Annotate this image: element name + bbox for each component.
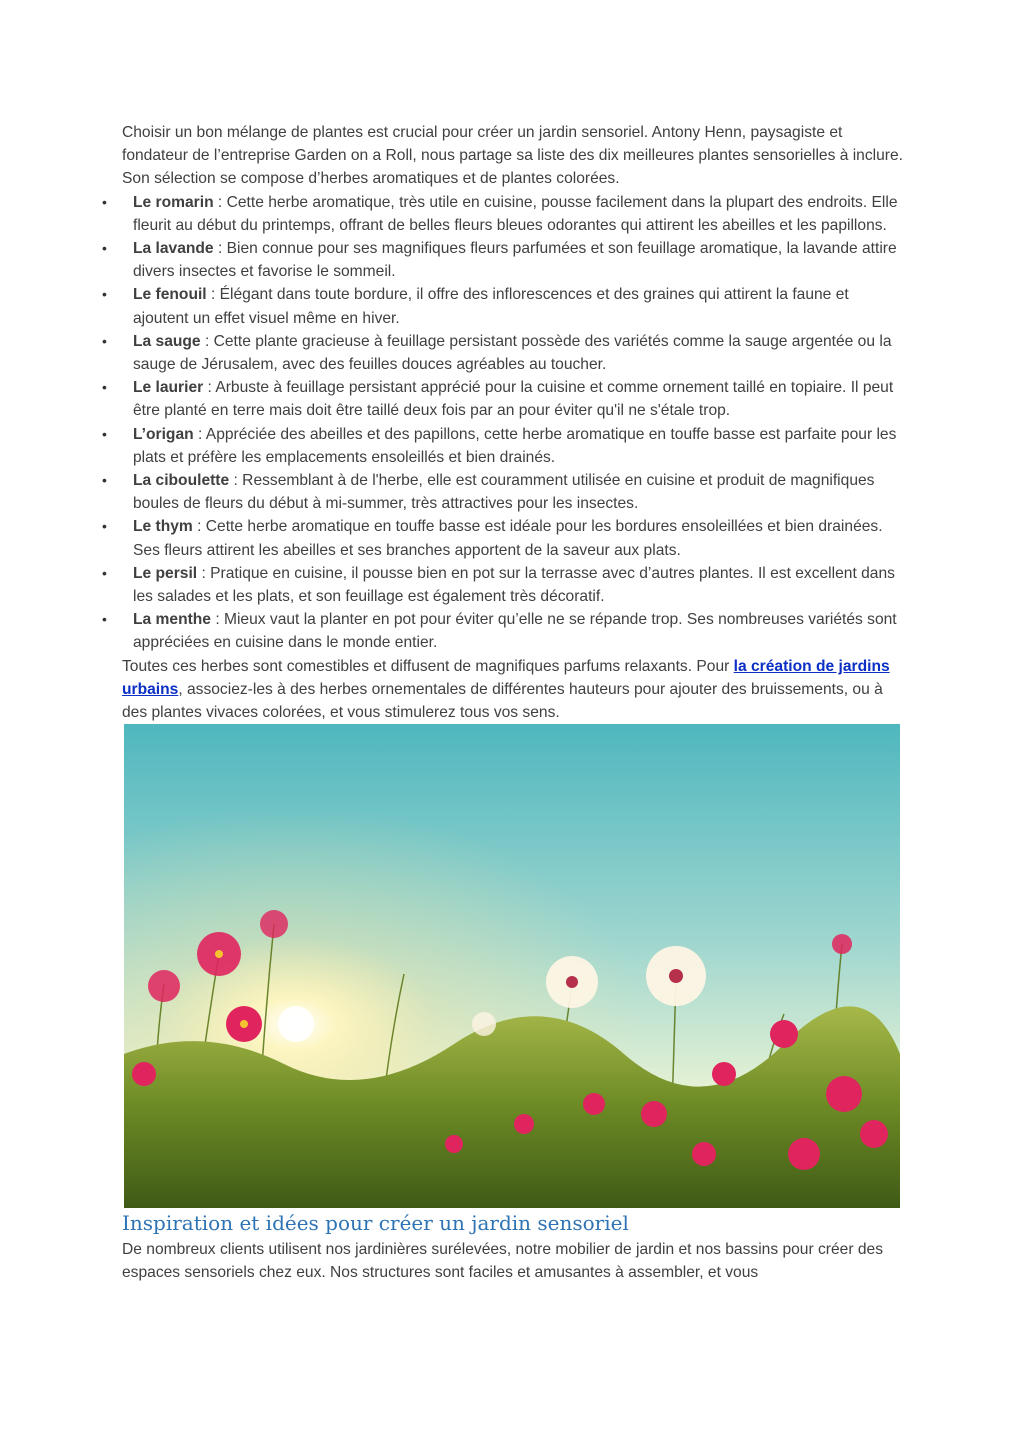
- list-item: [102, 330, 904, 376]
- flower-field-photo: [124, 724, 900, 1208]
- herb-name: La ciboulette: [133, 472, 230, 490]
- section-heading: Inspiration et idées pour créer un jardin sensoriel: [122, 1211, 629, 1236]
- document-content: [102, 121, 904, 1285]
- section-paragraph: De nombreux clients utilisent nos jardinières surélevées, notre mobilier de jardin et nos bassins pour créer des espaces sensoriels chez eux. Nos structures sont faciles et amusantes à assembler, et vous: [122, 1241, 884, 1282]
- bullet-icon: •: [102, 379, 107, 396]
- bullet-icon: •: [102, 425, 107, 442]
- herb-description: : Cette herbe aromatique en touffe basse est idéale pour les bordures ensoleillées et bien drainées. Ses fleurs attirent les abeilles et ses branches apportent de la saveur aux plats.: [133, 518, 883, 559]
- bullet-icon: •: [102, 472, 107, 489]
- bullet-icon: •: [102, 332, 107, 349]
- herb-list: [102, 191, 904, 655]
- list-item: [102, 515, 904, 561]
- outro-paragraph: [122, 655, 904, 725]
- herb-name: La menthe: [133, 611, 211, 629]
- herb-description: : Élégant dans toute bordure, il offre des inflorescences et des graines qui attirent la faune et ajoutent un effet visuel même en hiver.: [133, 286, 849, 327]
- herb-description: : Arbuste à feuillage persistant apprécié pour la cuisine et comme ornement taillé en topiaire. Il peut être planté en terre mais doit être taillé deux fois par an pour éviter qu'il ne s'étale trop.: [133, 379, 894, 420]
- list-item: [102, 283, 904, 329]
- herb-description: : Cette herbe aromatique, très utile en cuisine, pousse facilement dans la plupart des endroits. Elle fleurit au début du printemps, offrant de belles fleurs bleues odorantes qui attirent les abeilles et les papillons.: [133, 193, 898, 234]
- list-item: [102, 469, 904, 515]
- bullet-icon: •: [102, 193, 107, 210]
- list-item: [102, 423, 904, 469]
- herb-description: : Appréciée des abeilles et des papillons, cette herbe aromatique en touffe basse est parfaite pour les plats et préfère les emplacements ensoleillés et bien drainés.: [133, 425, 897, 466]
- outro-text-after: , associez-les à des herbes ornementales de différentes hauteurs pour ajouter des bruissements, ou à des plantes vivaces colorées, et vous stimulerez tous vos sens.: [122, 680, 883, 722]
- outro-text-before: Toutes ces herbes sont comestibles et diffusent de magnifiques parfums relaxants. Pour: [122, 657, 734, 675]
- bullet-icon: •: [102, 518, 107, 535]
- list-item: [102, 562, 904, 608]
- bullet-icon: •: [102, 286, 107, 303]
- herb-name: La sauge: [133, 332, 201, 350]
- herb-description: : Ressemblant à de l'herbe, elle est couramment utilisée en cuisine et produit de magnifiques boules de fleurs du début à mi-summer, très attractives pour les insectes.: [133, 472, 875, 513]
- list-item: [102, 237, 904, 283]
- bullet-icon: •: [102, 564, 107, 581]
- list-item: [102, 191, 904, 237]
- herb-name: Le thym: [133, 518, 193, 536]
- intro-paragraph: Choisir un bon mélange de plantes est crucial pour créer un jardin sensoriel. Antony Henn, paysagiste et fondateur de l’entreprise Garden on a Roll, nous partage sa liste des dix meilleures plantes sensorielles à inclure. Son sélection se compose d’herbes aromatiques et de plantes colorées.: [122, 124, 903, 188]
- herb-name: L’origan: [133, 425, 194, 443]
- herb-name: Le persil: [133, 564, 198, 582]
- herb-name: Le laurier: [133, 379, 204, 397]
- herb-description: : Cette plante gracieuse à feuillage persistant possède des variétés comme la sauge argentée ou la sauge de Jérusalem, avec des feuilles douces agréables au toucher.: [133, 332, 892, 374]
- herb-description: : Bien connue pour ses magnifiques fleurs parfumées et son feuillage aromatique, la lavande attire divers insectes et favorise le sommeil.: [133, 240, 897, 281]
- bullet-icon: •: [102, 240, 107, 257]
- herb-description: : Pratique en cuisine, il pousse bien en pot sur la terrasse avec d’autres plantes. Il est excellent dans les salades et les plats, et son feuillage est également très décoratif.: [133, 564, 895, 606]
- herb-name: La lavande: [133, 240, 214, 258]
- list-item: [102, 608, 904, 654]
- herb-name: Le romarin: [133, 193, 214, 211]
- bullet-icon: •: [102, 611, 107, 628]
- herb-name: Le fenouil: [133, 286, 207, 304]
- herb-description: : Mieux vaut la planter en pot pour éviter qu’elle ne se répande trop. Ses nombreuses variétés sont appréciées en cuisine dans le monde entier.: [133, 611, 897, 652]
- list-item: [102, 376, 904, 422]
- urban-gardens-link[interactable]: la création de jardins urbains: [122, 657, 890, 698]
